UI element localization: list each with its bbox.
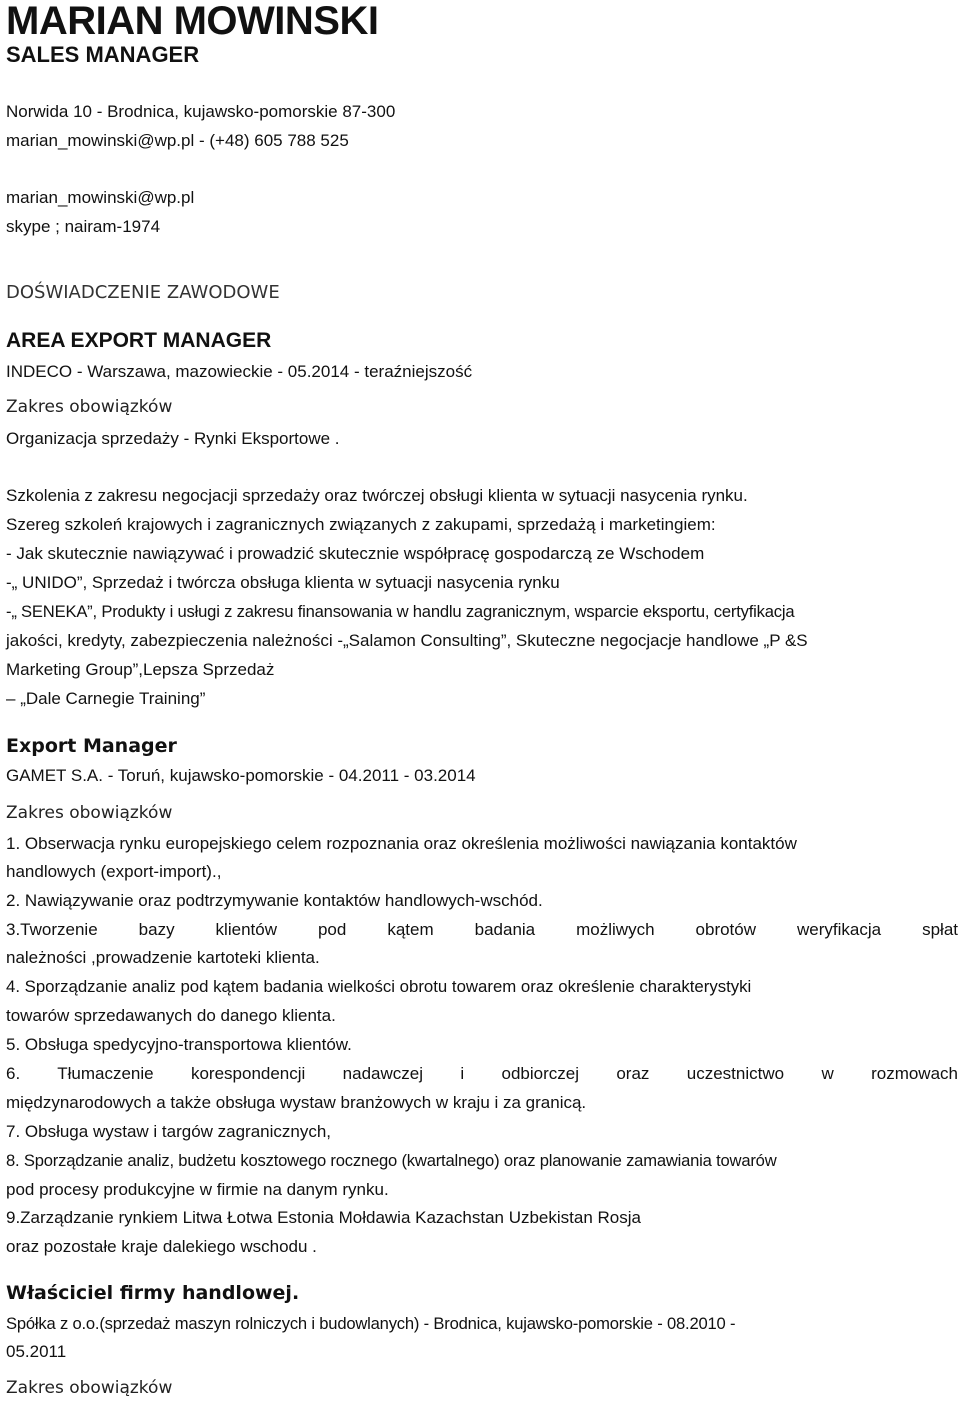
job2-line: 4. Sporządzanie analiz pod kątem badania wielkości obrotu towarem oraz określenie charakterystyki (6, 977, 752, 996)
candidate-name: MARIAN MOWINSKI (6, 0, 379, 43)
job1-line: Szkolenia z zakresu negocjacji sprzedaży oraz twórczej obsługi klienta w sytuacji nasycenia rynku. (6, 486, 748, 505)
contact-line: marian_mowinski@wp.pl - (+48) 605 788 525 (6, 131, 349, 150)
job-duties-label-3: Zakres obowiązków (6, 1378, 173, 1398)
job-title-3: Właściciel firmy handlowej. (6, 1282, 300, 1304)
job1-line: -„ UNIDO”, Sprzedaż i twórcza obsługa klienta w sytuacji nasycenia rynku (6, 573, 560, 592)
job2-line: 7. Obsługa wystaw i targów zagranicznych, (6, 1122, 332, 1141)
email-line: marian_mowinski@wp.pl (6, 188, 195, 207)
job-company-2: GAMET S.A. - Toruń, kujawsko-pomorskie - 04.2011 - 03.2014 (6, 766, 476, 785)
job-title-2: Export Manager (6, 735, 177, 757)
job-company-3: Spółka z o.o.(sprzedaż maszyn rolniczych i budowlanych) - Brodnica, kujawsko-pomorskie - 08.2010 - (6, 1314, 736, 1333)
job2-line: pod procesy produkcyjne w firmie na danym rynku. (6, 1180, 389, 1199)
candidate-role: SALES MANAGER (6, 42, 200, 67)
job1-line: Organizacja sprzedaży - Rynki Eksportowe . (6, 429, 340, 448)
job2-line: 6. Tłumaczenie korespondencji nadawczej i odbiorczej oraz uczestnictwo w rozmowach (6, 1064, 958, 1083)
job1-line: - Jak skutecznie nawiązywać i prowadzić skutecznie współpracę gospodarczą ze Wschodem (6, 544, 705, 563)
address-line: Norwida 10 - Brodnica, kujawsko-pomorskie 87-300 (6, 102, 396, 121)
skype-line: skype ; nairam-1974 (6, 217, 161, 236)
job-company-3-cont: 05.2011 (6, 1342, 67, 1361)
job2-line: 3.Tworzenie bazy klientów pod kątem badania możliwych obrotów weryfikacja spłat (6, 920, 958, 939)
job2-line: 2. Nawiązywanie oraz podtrzymywanie kontaktów handlowych-wschód. (6, 891, 543, 910)
job2-line: międzynarodowych a także obsługa wystaw branżowych w kraju i za granicą. (6, 1093, 587, 1112)
job2-line: oraz pozostałe kraje dalekiego wschodu . (6, 1237, 317, 1256)
job1-line: Marketing Group”,Lepsza Sprzedaż (6, 660, 275, 679)
job2-line: 1. Obserwacja rynku europejskiego celem rozpoznania oraz określenia możliwości nawiązania kontaktów (6, 834, 797, 853)
job1-line: jakości, kredyty, zabezpieczenia należności -„Salamon Consulting”, Skuteczne negocjacje handlowe „P &S (6, 631, 808, 650)
job-duties-label-1: Zakres obowiązków (6, 397, 173, 417)
job1-line (6, 684, 958, 713)
job-duties-label-2: Zakres obowiązków (6, 803, 173, 823)
job2-line: należności ,prowadzenie kartoteki klienta. (6, 948, 320, 967)
job1-line: Szereg szkoleń krajowych i zagranicznych związanych z zakupami, sprzedażą i marketingiem: (6, 515, 716, 534)
job1-line: -„ SENEKA”, Produkty i usługi z zakresu finansowania w handlu zagranicznym, wsparcie eksportu, certyfikacja (6, 602, 795, 621)
job-company-1: INDECO - Warszawa, mazowieckie - 05.2014 - teraźniejszość (6, 362, 473, 381)
job2-line: 8. Sporządzanie analiz, budżetu kosztowego rocznego (kwartalnego) oraz planowanie zamawiania towarów (6, 1151, 777, 1170)
job-title-1: AREA EXPORT MANAGER (6, 329, 272, 352)
experience-section-title: DOŚWIADCZENIE ZAWODOWE (6, 282, 280, 303)
job2-line: 5. Obsługa spedycyjno-transportowa klientów. (6, 1035, 352, 1054)
job2-line: towarów sprzedawanych do danego klienta. (6, 1006, 336, 1025)
job2-line: handlowych (export-import)., (6, 862, 222, 881)
job2-line: 9.Zarządzanie rynkiem Litwa Łotwa Estonia Mołdawia Kazachstan Uzbekistan Rosja (6, 1208, 641, 1227)
job1-line-text: „Dale Carnegie Training” (15, 689, 206, 708)
dash-glyph: – (6, 689, 16, 708)
